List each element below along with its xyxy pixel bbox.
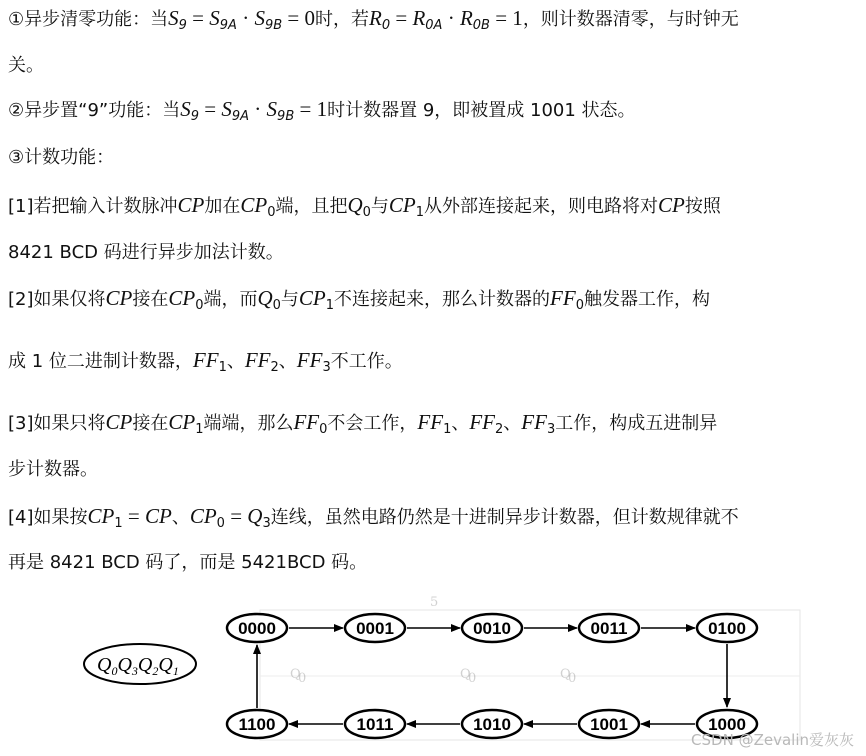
ghost-text: 0	[568, 671, 577, 686]
state-node	[227, 710, 287, 738]
line-item-2-cont: 成 1 位二进制计数器，$FF_1$、$FF_2$、$FF_3$不工作。	[8, 348, 403, 375]
line-item-1: [1]若把输入计数脉冲CP加在$CP_0$端，且把$Q_0$与$CP_1$从外部连接起来，则电路将对CP按照	[8, 193, 721, 220]
line-item-4: [4]如果按$CP_1$ = CP、$CP_0 = Q_3$连线，虽然电路仍然是十进制异步计数器，但计数规律就不	[8, 504, 739, 531]
ghost-text: Q	[290, 667, 301, 682]
svg-text:1001: 1001	[590, 715, 628, 734]
state-node	[579, 614, 639, 642]
line-item-3-cont: 步计数器。	[8, 459, 98, 480]
line-item-4-cont: 再是 8421 BCD 码了，而是 5421BCD 码。	[8, 552, 368, 573]
svg-text:Q0Q3Q2Q1: $Q_0Q_3Q_2Q_1$	[97, 654, 179, 678]
svg-text:0000: 0000	[238, 619, 276, 638]
svg-text:0011: 0011	[590, 619, 628, 638]
line-item-3: [3]如果只将CP接在$CP_1$端端，那么$FF_0$不会工作，$FF_1$、$FF_2$、$FF_3$工作，构成五进制异	[8, 410, 718, 437]
state-node	[579, 710, 639, 738]
state-node	[462, 710, 522, 738]
svg-text:1100: 1100	[238, 715, 276, 734]
svg-text:1000: 1000	[708, 715, 746, 734]
ghost-text: Q	[560, 667, 571, 682]
svg-text:1011: 1011	[356, 715, 394, 734]
state-legend	[84, 644, 196, 684]
line-item-1-cont: 8421 BCD 码进行异步加法计数。	[8, 242, 284, 263]
ghost-text: Q	[460, 667, 471, 682]
svg-text:1010: 1010	[473, 715, 511, 734]
state-node	[697, 614, 757, 642]
svg-text:0100: 0100	[708, 619, 746, 638]
state-node	[345, 710, 405, 738]
csdn-watermark: CSDN @Zevalin爱灰灰	[691, 731, 854, 749]
state-node	[345, 614, 405, 642]
svg-text:0001: 0001	[356, 619, 394, 638]
ghost-text: 0	[468, 671, 477, 686]
state-node	[227, 614, 287, 642]
ghost-text: 5	[430, 595, 439, 610]
ghost-text: 0	[298, 671, 307, 686]
line-continuation-1: 关。	[8, 55, 44, 76]
line-async-set-9: ②异步置“9”功能：当$S_9 = S_{9A} \cdot S_{9B} = 1$时计数器置 9，即被置成 1001 状态。	[8, 97, 636, 124]
line-count-function: ③计数功能：	[8, 147, 115, 168]
line-async-clear: ①异步清零功能：当$S_9 = S_{9A} \cdot S_{9B} = 0$时，若$R_0 = R_{0A} \cdot R_{0B} = 1$，则计数器清零，与时钟无	[8, 6, 739, 33]
state-node	[462, 614, 522, 642]
svg-text:0010: 0010	[473, 619, 511, 638]
line-item-2: [2]如果仅将CP接在$CP_0$端，而$Q_0$与$CP_1$不连接起来，那么计数器的$FF_0$触发器工作，构	[8, 286, 710, 313]
